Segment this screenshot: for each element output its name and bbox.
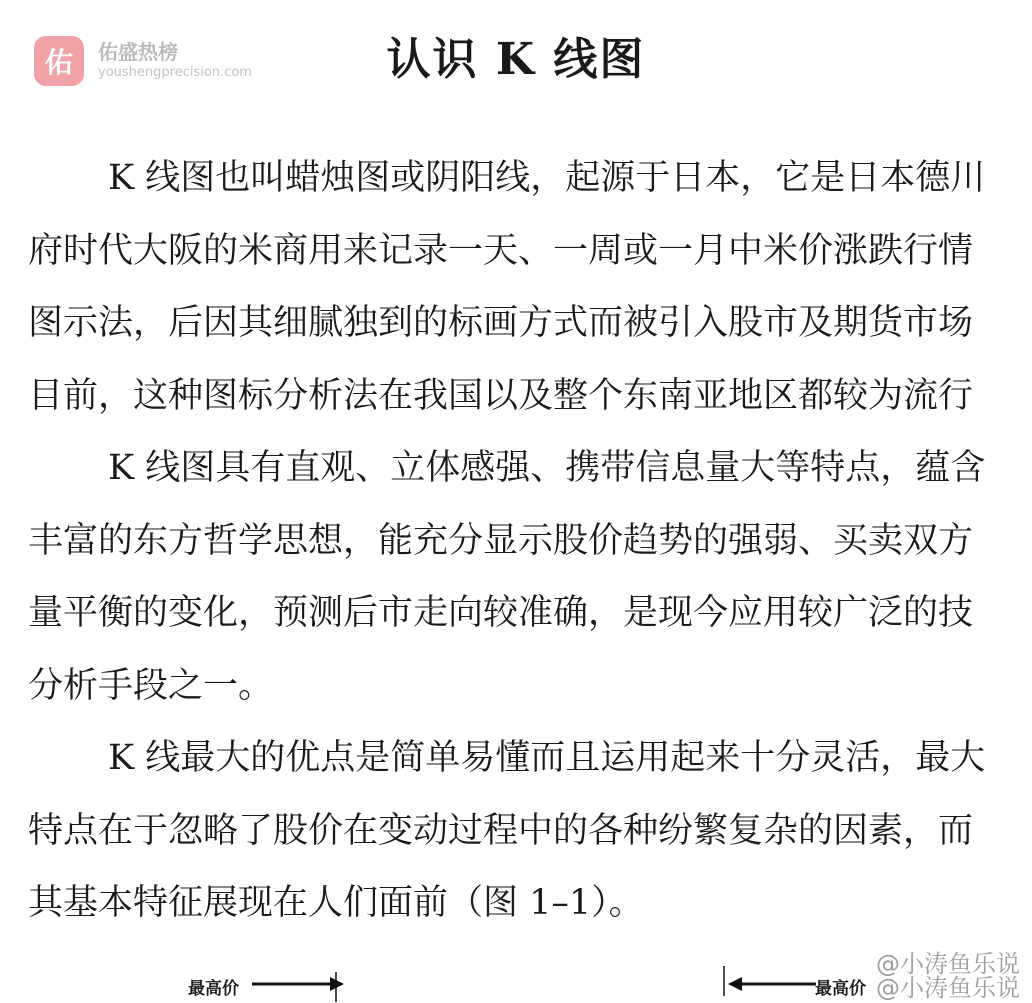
left-arrow-icon	[720, 966, 820, 996]
paragraph-line: K 线最大的优点是简单易懂而且运用起来十分灵活，最大	[108, 738, 986, 778]
paragraph-line: 丰富的东方哲学思想，能充分显示股价趋势的强弱、买卖双方	[28, 520, 974, 561]
paragraph-line: K 线图也叫蜡烛图或阴阳线，起源于日本，它是日本德川	[108, 158, 986, 198]
paragraph-line: 分析手段之一。	[28, 665, 274, 706]
paragraph-line: 府时代大阪的米商用来记录一天、一周或一月中米价涨跌行情	[28, 230, 974, 271]
paragraph-1	[28, 142, 1032, 432]
article-body	[28, 142, 1032, 940]
paragraph-2	[28, 432, 1032, 722]
high-price-label-right: 最高价	[815, 979, 866, 999]
paragraph-line: 其基本特征展现在人们面前（图 1–1）。	[28, 883, 644, 923]
paragraph-line: 图示法，后因其细腻独到的标画方式而被引入股市及期货市场	[28, 303, 974, 343]
paragraph-line: 量平衡的变化，预测后市走向较准确，是现今应用较广泛的技	[28, 593, 974, 633]
logo-url: youshengprecision.com	[98, 65, 252, 80]
right-arrow-icon	[250, 972, 350, 1002]
paragraph-3	[28, 722, 1032, 940]
paragraph-line: 特点在于忽略了股价在变动过程中的各种纷繁复杂的因素，而	[28, 810, 974, 851]
paragraph-line: 目前，这种图标分析法在我国以及整个东南亚地区都较为流行	[28, 375, 974, 416]
logo-name: 佑盛热榜	[98, 40, 178, 64]
watermark-text: @小涛鱼乐说	[876, 950, 1020, 978]
logo-badge-icon: 佑	[34, 36, 84, 86]
watermark-text: @小涛鱼乐说	[876, 974, 1020, 1002]
page-title: 认识 K 线图	[386, 34, 646, 85]
paragraph-line: K 线图具有直观、立体感强、携带信息量大等特点，蕴含	[108, 448, 986, 488]
high-price-label-left: 最高价	[188, 979, 239, 999]
